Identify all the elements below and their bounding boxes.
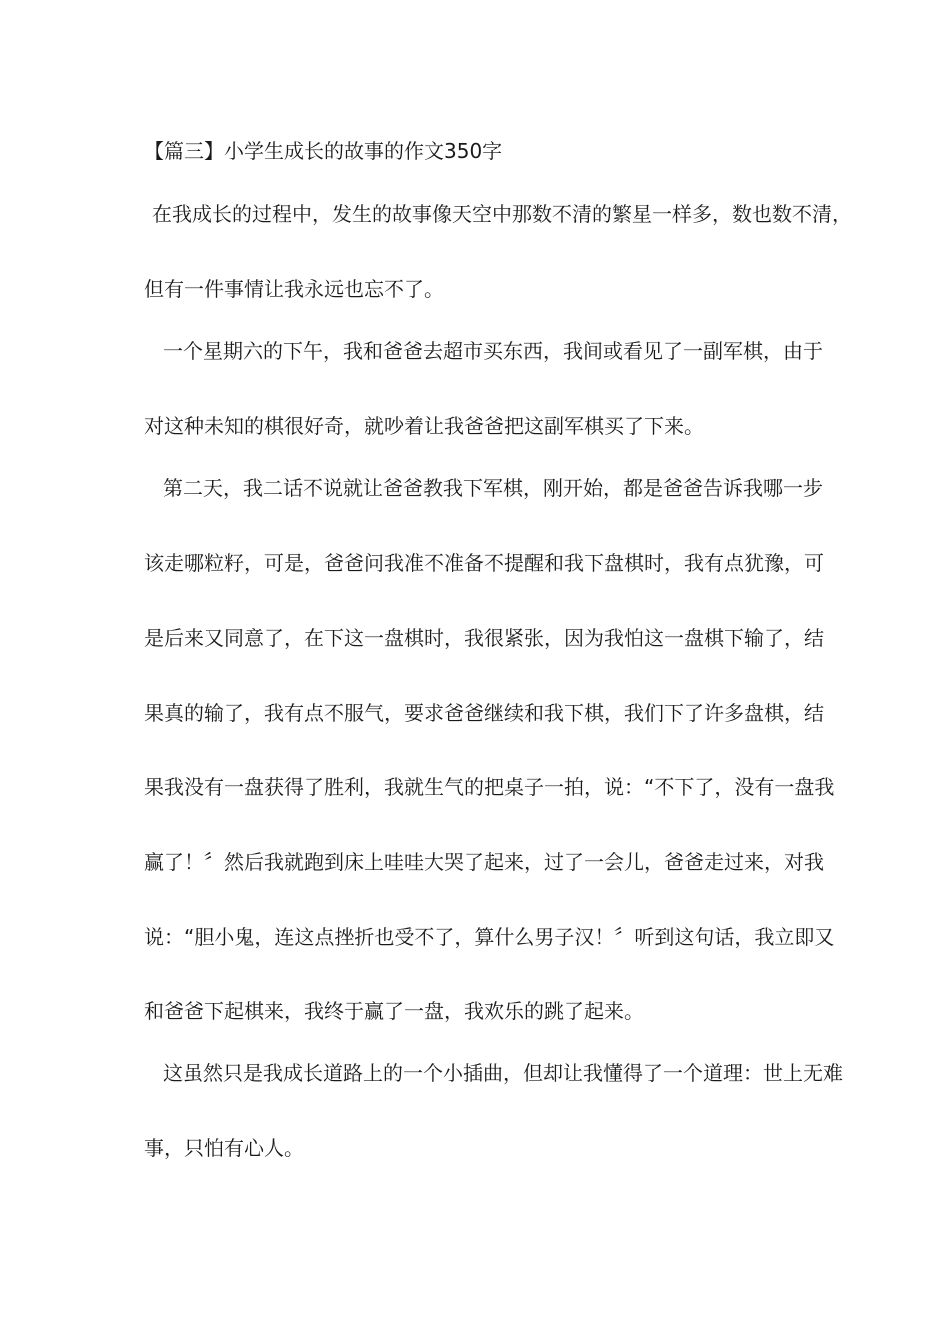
paragraph-3-line-8: 和爸爸下起棋来，我终于赢了一盘，我欢乐的跳了起来。	[144, 999, 644, 1023]
paragraph-3-line-1: 第二天，我二话不说就让爸爸教我下军棋，刚开始，都是爸爸告诉我哪一步	[163, 476, 823, 500]
paragraph-3-line-2: 该走哪粒籽，可是，爸爸问我准不准备不提醒和我下盘棋时，我有点犹豫，可	[144, 551, 824, 575]
paragraph-4-line-1: 这虽然只是我成长道路上的一个小插曲，但却让我懂得了一个道理：世上无难	[163, 1061, 843, 1085]
paragraph-2-line-2: 对这种未知的棋很好奇，就吵着让我爸爸把这副军棋买了下来。	[144, 414, 704, 438]
paragraph-1-line-2: 但有一件事情让我永远也忘不了。	[144, 277, 444, 301]
paragraph-3-line-4: 果真的输了，我有点不服气，要求爸爸继续和我下棋，我们下了许多盘棋，结	[144, 701, 824, 725]
paragraph-2-line-1: 一个星期六的下午，我和爸爸去超市买东西，我间或看见了一副军棋，由于	[163, 339, 823, 363]
paragraph-3-line-7: 说：“胆小鬼，连这点挫折也受不了，算什么男子汉！〞听到这句话，我立即又	[144, 925, 835, 949]
paragraph-3-line-6: 赢了！〞然后我就跑到床上哇哇大哭了起来，过了一会儿，爸爸走过来，对我	[144, 850, 824, 874]
paragraph-3-line-3: 是后来又同意了，在下这一盘棋时，我很紧张，因为我怕这一盘棋下输了，结	[144, 626, 824, 650]
document-title: 【篇三】小学生成长的故事的作文350字	[144, 139, 503, 163]
paragraph-1-line-1: 在我成长的过程中，发生的故事像天空中那数不清的繁星一样多，数也数不清，	[152, 202, 852, 226]
paragraph-4-line-2: 事，只怕有心人。	[144, 1136, 304, 1160]
paragraph-3-line-5: 果我没有一盘获得了胜利，我就生气的把桌子一拍，说：“不下了，没有一盘我	[144, 775, 835, 799]
